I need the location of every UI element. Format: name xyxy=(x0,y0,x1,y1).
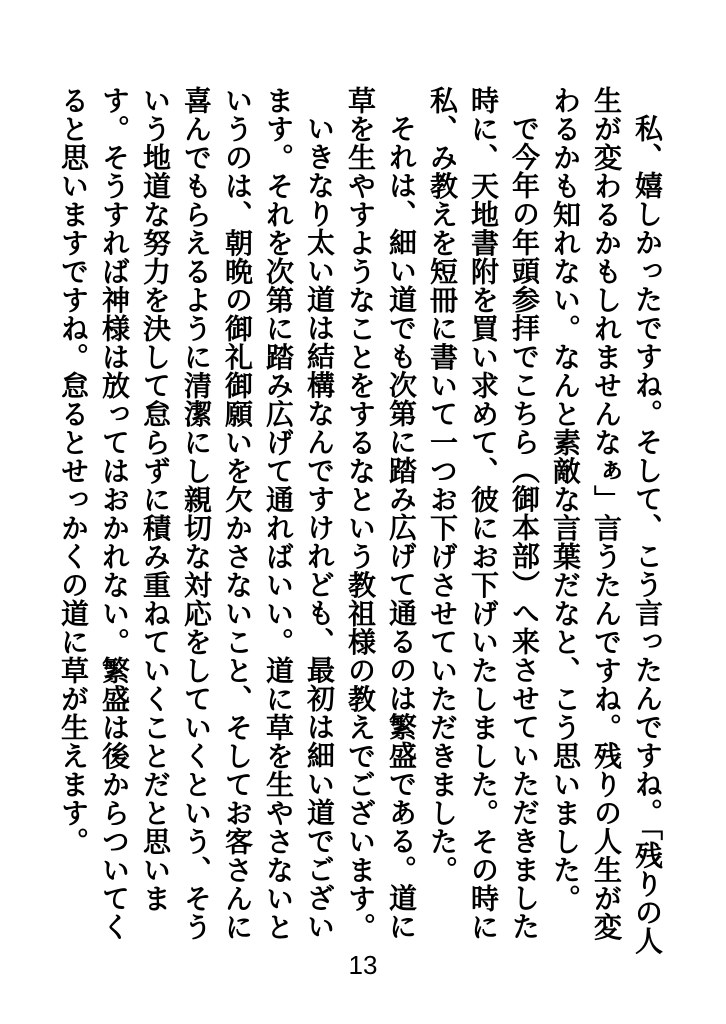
paragraph-2: で今年の年頭参拝でこちら（御本部）へ来させていただきました時に、天地書附を買い求めて、彼にお下げいたしました。その時に私、み教えを短冊に書いて一つお下げさせていただきました。 xyxy=(426,86,541,941)
page-number: 13 xyxy=(348,950,378,980)
paragraph-4: いきなり太い道は結構なんですけれども、最初は細い道でございます。それを次第に踏み広げて通ればいい。道に草を生やさないというのは、朝晩の御礼御願いを欠かさないこと、そしてお客さんに喜んでもらえるように清潔にし親切な対応をしていくという、そういう地道な努力を決して怠らずに積み重ねていくことだと思います。そうすれば神様は放ってはおかれない。繁盛は後からついてくると思いますですね。怠るとせっかくの道に草が生えます。 xyxy=(57,86,336,941)
paragraph-3: それは、細い道でも次第に踏み広げて通るのは繁盛である。道に草を生やすようなことをするなという教祖様の教えでございます。 xyxy=(344,86,418,941)
paragraph-1: 私、嬉しかったですね。そして、こう言ったんですね。「残りの人生が変わるかもしれませんなぁ」言うたんですね。残りの人生が変わるかも知れない。なんと素敵な言葉だなと、こう思いました。 xyxy=(549,86,664,955)
body-text xyxy=(53,86,668,956)
